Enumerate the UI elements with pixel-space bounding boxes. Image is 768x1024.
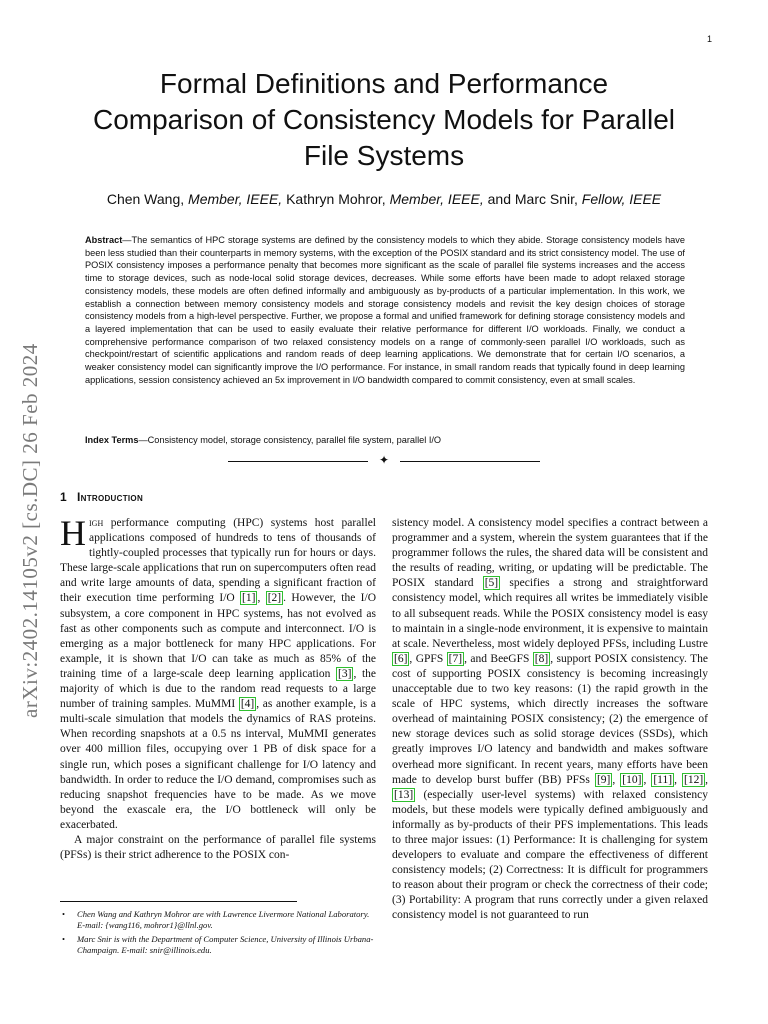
footnotes bbox=[60, 909, 376, 958]
text-run: , as another example, is a multi-scale simulation that models the dynamics of RAS proteins. When recording snapshots at a 0.5 ns interval, MuMMI generates over 400 million files, occupying over 1 PB of disk space for a single run, which poses a significant challenge for I/O latency and bandwidth. In order to reduce the I/O demand, compromises such as reducing snapshot frequencies have to be made. As we move beyond the exascale era, the I/O bottleneck will only be exacerbated. bbox=[60, 698, 376, 831]
author-1-name: Chen Wang, bbox=[106, 191, 189, 207]
separator-rule-left bbox=[228, 461, 368, 462]
text-run: , support POSIX consistency. The cost of supporting POSIX consistency is becoming increasingly unacceptable due to two key reasons: (1) the rapid growth in the scale of HPC systems, which directly increases the software overhead of maintaining POSIX consistency; (2) the emergence of new storage devices such as solid storage devices (SSDs), which greatly improves I/O latency and bandwidth and makes software overhead more significant. In recent years, many efforts have been made to develop burst buffer (BB) PFSs bbox=[392, 652, 708, 786]
right-column bbox=[392, 516, 708, 924]
citation-link[interactable]: [5] bbox=[484, 577, 499, 590]
left-column bbox=[60, 513, 376, 863]
citation-link[interactable]: [9] bbox=[596, 773, 611, 786]
abstract bbox=[85, 234, 685, 386]
citation-link[interactable]: [12] bbox=[683, 773, 704, 786]
author-1-role: Member, IEEE, bbox=[188, 191, 283, 207]
section-separator bbox=[228, 455, 540, 467]
text-run: , bbox=[643, 773, 652, 786]
paper-title bbox=[60, 66, 708, 174]
text-run: , and BeeGFS bbox=[464, 652, 533, 665]
author-3-role: Fellow, IEEE bbox=[581, 191, 662, 207]
citation-link[interactable]: [11] bbox=[653, 773, 673, 786]
citation-link[interactable]: [2] bbox=[267, 592, 282, 605]
text-run: , the majority of which is due to the random read requests to a large number of training samples. MuMMI bbox=[60, 667, 376, 711]
citation-link[interactable]: [4] bbox=[240, 698, 255, 711]
title-line-1: Formal Definitions and Performance bbox=[159, 68, 609, 99]
title-line-3: File Systems bbox=[303, 140, 465, 171]
bullet-icon: • bbox=[62, 909, 66, 919]
arxiv-stamp: arXiv:2402.14105v2 [cs.DC] 26 Feb 2024 bbox=[18, 343, 42, 718]
citation-link[interactable]: [1] bbox=[242, 592, 256, 605]
separator-diamond-icon: ✦ bbox=[378, 453, 390, 467]
text-run: specifies a strong and straightforward consistency model, which requires all writes be immediately visible to all subsequent reads. While the POSIX consistency model is easy to maintain in a single-node environment, it is expensive to maintain at scale. Nevertheless, most widely deployed PFSs, including Lustre bbox=[392, 577, 708, 650]
title-line-2: Comparison of Consistency Models for Parallel bbox=[92, 104, 676, 135]
citation-link[interactable]: [7] bbox=[448, 652, 463, 665]
bullet-icon: • bbox=[62, 933, 66, 944]
page-number: 1 bbox=[706, 34, 712, 44]
text-run: performance computing (HPC) systems host parallel applications composed of hundreds to tens of thousands of tightly-coupled processes that typically run for hours or days. These large-scale applications that run on supercomputers often read and write large amounts of data, spending a significant fraction of their execution time performing I/O bbox=[60, 517, 376, 605]
author-2-name: Kathryn Mohror, bbox=[282, 191, 390, 207]
text-run: , GPFS bbox=[409, 652, 447, 665]
abstract-label: Abstract bbox=[85, 235, 123, 245]
section-title: Introduction bbox=[76, 490, 144, 504]
footnote bbox=[60, 934, 376, 957]
section-heading bbox=[60, 490, 143, 504]
index-terms-text: —Consistency model, storage consistency, parallel file system, parallel I/O bbox=[138, 435, 442, 445]
footnote-text: Marc Snir is with the Department of Computer Science, University of Illinois Urbana-Champaign. E-mail: snir@illinois.edu. bbox=[77, 933, 374, 955]
text-run: sistency model. A consistency model specifies a contract between a programmer and a system, wherein the system guarantees that if the programmer follows the rules, the shared data will be consistent and the results of reading, writing, or updating will be predictable. The POSIX standard bbox=[392, 517, 708, 590]
text-run: , bbox=[705, 773, 709, 786]
separator-rule-right bbox=[400, 461, 540, 462]
text-run: , bbox=[612, 773, 621, 786]
paragraph bbox=[392, 516, 708, 924]
drop-cap: H bbox=[60, 513, 86, 553]
abstract-text: —The semantics of HPC storage systems are defined by the consistency models to which they abide. Storage consistency models have been less studied than their counterparts in memory systems, with the exception of the POSIX standard and its strict consistency model. The use of POSIX consistency imposes a performance penalty that becomes more significant as the scale of parallel file systems increases and the access time to storage devices, such as node-local solid storage devices, decreases. While some efforts have been made to adopt relaxed storage consistency models, these models are often defined informally and ambiguously as by-products of a particular implementation. In this work, we establish a connection between memory consistency models and storage consistency models and revisit the key design choices of storage consistency models from a high-level perspective. Further, we propose a formal and unified framework for defining storage consistency models and a layered implementation that can be used to easily evaluate their relative performance for different I/O workloads. Finally, we conduct a comprehensive performance comparison of two relaxed consistency models on a range of commonly-seen parallel I/O workloads, such as checkpoint/restart of scientific applications and random reads of deep learning applications. We demonstrate that for certain I/O scenarios, a weaker consistency model can significantly improve the I/O performance. For instance, in small random reads that typically found in deep learning applications, session consistency achieved an 5x improvement in I/O bandwidth compared to commit consistency, even at small scales. bbox=[85, 235, 685, 385]
paragraph: A major constraint on the performance of parallel file systems (PFSs) is their strict adherence to the POSIX con- bbox=[60, 833, 376, 862]
citation-link[interactable]: [6] bbox=[394, 652, 408, 665]
section-number: 1 bbox=[60, 490, 67, 504]
index-terms-label: Index Terms bbox=[85, 435, 139, 445]
text-run: , bbox=[674, 773, 682, 786]
citation-link[interactable]: [10] bbox=[622, 773, 642, 786]
text-run: (especially user-level systems) with relaxed consistency models, but these models were typically defined ambiguously and informally as by-products of their PFS implementations. This leads to three major issues: (1) Performance: It is challenging for system developers to evaluate and compare the effectiveness of different consistency models; (2) Correctness: It is difficult for programmers to reason about their program or check the correctness of their code; (3) Portability: A program that runs correctly under a given relaxed consistency model is not guaranteed to run bbox=[392, 788, 708, 922]
citation-link[interactable]: [8] bbox=[534, 652, 549, 665]
smallcaps-lead: igh bbox=[89, 517, 104, 529]
text-run: , bbox=[257, 592, 266, 605]
citation-link[interactable]: [3] bbox=[338, 667, 352, 680]
citation-link[interactable]: [13] bbox=[394, 788, 414, 801]
author-list bbox=[60, 191, 708, 207]
footnote-text: Chen Wang and Kathryn Mohror are with Lawrence Livermore National Laboratory. E-mail: {wang116, mohror1}@llnl.gov. bbox=[77, 909, 370, 931]
footnote-rule bbox=[60, 901, 297, 902]
author-2-role: Member, IEEE, bbox=[389, 191, 484, 207]
footnote bbox=[60, 909, 376, 932]
text-run: . However, the I/O subsystem, a core component in HPC systems, has not evolved as fast as other components such as compute and interconnect. I/O is emerging as a major bottleneck for many HPC applications. For example, it is shown that I/O can take as much as 85% of the training time of a large-scale deep learning application bbox=[60, 592, 376, 680]
index-terms bbox=[85, 434, 685, 446]
author-3-name: and Marc Snir, bbox=[483, 191, 582, 207]
paragraph bbox=[60, 513, 376, 833]
